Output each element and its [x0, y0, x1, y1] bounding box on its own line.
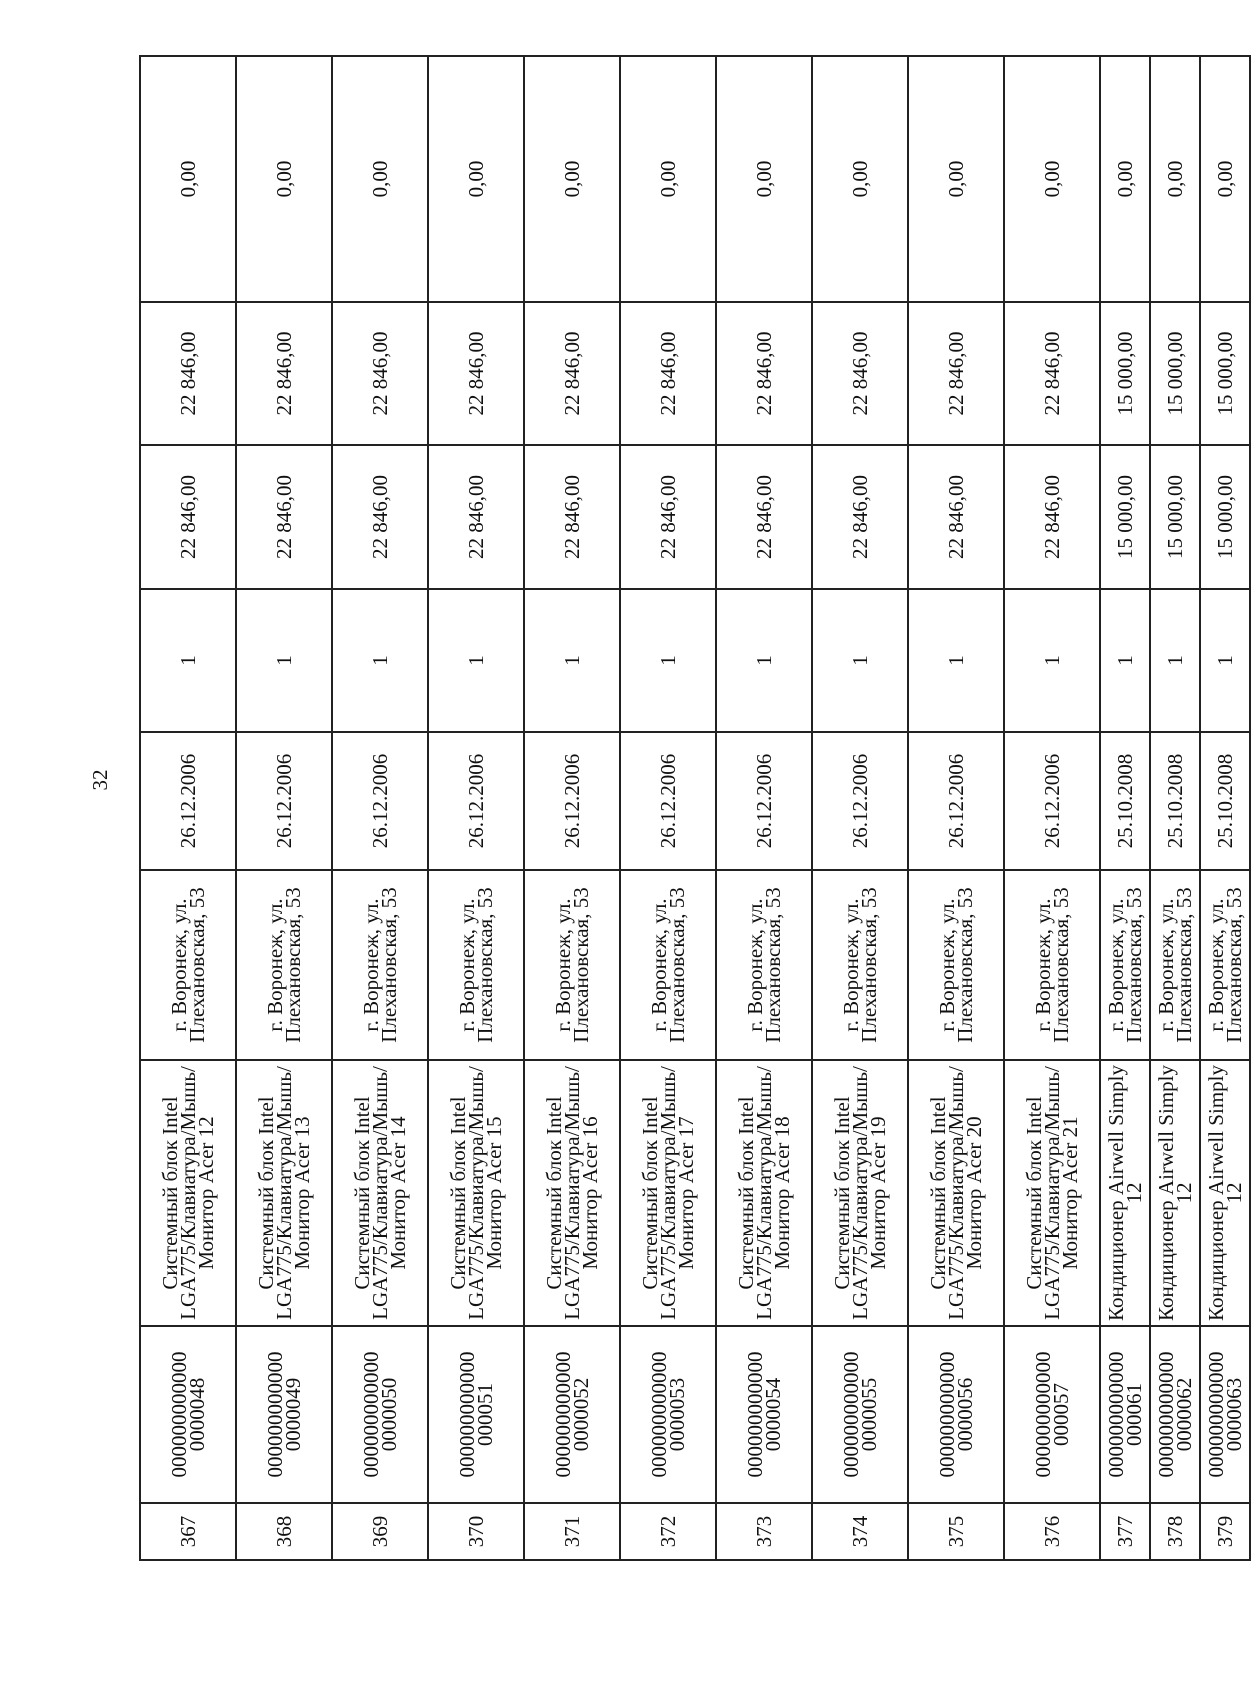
asset-name: Системный блок Intel LGA775/Клавиатура/Мышь/ Монитор Acer 13: [236, 1060, 332, 1326]
quantity: 1: [428, 589, 524, 732]
acquisition-date: 25.10.2008: [1150, 732, 1200, 870]
table-row: [812, 56, 908, 1560]
initial-cost: 22 846,00: [812, 445, 908, 589]
depreciation: 15 000,00: [1200, 302, 1250, 445]
acquisition-date: 26.12.2006: [1004, 732, 1100, 870]
row-number: 369: [332, 1503, 428, 1560]
row-number: 376: [1004, 1503, 1100, 1560]
row-number: 377: [1100, 1503, 1150, 1560]
initial-cost: 22 846,00: [1004, 445, 1100, 589]
quantity: 1: [1004, 589, 1100, 732]
table-row: [1150, 56, 1200, 1560]
initial-cost: 15 000,00: [1100, 445, 1150, 589]
row-number: 370: [428, 1503, 524, 1560]
asset-address: г. Воронеж, ул. Плехановская, 53: [1150, 870, 1200, 1060]
asset-name: Системный блок Intel LGA775/Клавиатура/Мышь/ Монитор Acer 21: [1004, 1060, 1100, 1326]
asset-name: Системный блок Intel LGA775/Клавиатура/Мышь/ Монитор Acer 17: [620, 1060, 716, 1326]
table-row: [140, 56, 236, 1560]
asset-name: Кондиционер Airwell Simply 12: [1100, 1060, 1150, 1326]
table-body: [140, 56, 1250, 1560]
inventory-code: 000000000000 000061: [1100, 1326, 1150, 1503]
inventory-code: 000000000000 0000049: [236, 1326, 332, 1503]
depreciation: 22 846,00: [140, 302, 236, 445]
initial-cost: 22 846,00: [236, 445, 332, 589]
acquisition-date: 25.10.2008: [1200, 732, 1250, 870]
asset-address: г. Воронеж, ул. Плехановская, 53: [620, 870, 716, 1060]
row-number: 378: [1150, 1503, 1200, 1560]
row-number: 373: [716, 1503, 812, 1560]
quantity: 1: [524, 589, 620, 732]
asset-name: Кондиционер Airwell Simply 12: [1150, 1060, 1200, 1326]
acquisition-date: 26.12.2006: [332, 732, 428, 870]
acquisition-date: 26.12.2006: [620, 732, 716, 870]
asset-address: г. Воронеж, ул. Плехановская, 53: [524, 870, 620, 1060]
asset-address: г. Воронеж, ул. Плехановская, 53: [1004, 870, 1100, 1060]
acquisition-date: 26.12.2006: [236, 732, 332, 870]
residual-value: 0,00: [1150, 56, 1200, 302]
table-row: [908, 56, 1004, 1560]
asset-name: Системный блок Intel LGA775/Клавиатура/Мышь/ Монитор Acer 16: [524, 1060, 620, 1326]
row-number: 371: [524, 1503, 620, 1560]
depreciation: 22 846,00: [524, 302, 620, 445]
asset-name: Системный блок Intel LGA775/Клавиатура/Мышь/ Монитор Acer 12: [140, 1060, 236, 1326]
acquisition-date: 26.12.2006: [908, 732, 1004, 870]
residual-value: 0,00: [236, 56, 332, 302]
row-number: 379: [1200, 1503, 1250, 1560]
inventory-code: 000000000000 0000055: [812, 1326, 908, 1503]
quantity: 1: [620, 589, 716, 732]
table-row: [716, 56, 812, 1560]
initial-cost: 22 846,00: [620, 445, 716, 589]
acquisition-date: 26.12.2006: [428, 732, 524, 870]
residual-value: 0,00: [1004, 56, 1100, 302]
inventory-code: 000000000000 0000050: [332, 1326, 428, 1503]
depreciation: 15 000,00: [1100, 302, 1150, 445]
initial-cost: 22 846,00: [716, 445, 812, 589]
residual-value: 0,00: [716, 56, 812, 302]
quantity: 1: [140, 589, 236, 732]
inventory-code: 000000000000 000051: [428, 1326, 524, 1503]
depreciation: 22 846,00: [716, 302, 812, 445]
acquisition-date: 26.12.2006: [716, 732, 812, 870]
row-number: 368: [236, 1503, 332, 1560]
depreciation: 22 846,00: [812, 302, 908, 445]
asset-address: г. Воронеж, ул. Плехановская, 53: [1200, 870, 1250, 1060]
asset-address: г. Воронеж, ул. Плехановская, 53: [140, 870, 236, 1060]
quantity: 1: [1200, 589, 1250, 732]
quantity: 1: [1100, 589, 1150, 732]
initial-cost: 22 846,00: [332, 445, 428, 589]
initial-cost: 22 846,00: [524, 445, 620, 589]
initial-cost: 22 846,00: [428, 445, 524, 589]
table-row: [620, 56, 716, 1560]
asset-name: Системный блок Intel LGA775/Клавиатура/Мышь/ Монитор Acer 18: [716, 1060, 812, 1326]
asset-address: г. Воронеж, ул. Плехановская, 53: [812, 870, 908, 1060]
table-row: [524, 56, 620, 1560]
depreciation: 22 846,00: [620, 302, 716, 445]
residual-value: 0,00: [908, 56, 1004, 302]
table-row: [1200, 56, 1250, 1560]
asset-address: г. Воронеж, ул. Плехановская, 53: [236, 870, 332, 1060]
page-number: 32: [88, 769, 112, 791]
residual-value: 0,00: [1100, 56, 1150, 302]
depreciation: 22 846,00: [1004, 302, 1100, 445]
asset-name: Системный блок Intel LGA775/Клавиатура/Мышь/ Монитор Acer 19: [812, 1060, 908, 1326]
asset-address: г. Воронеж, ул. Плехановская, 53: [428, 870, 524, 1060]
asset-name: Системный блок Intel LGA775/Клавиатура/Мышь/ Монитор Acer 15: [428, 1060, 524, 1326]
acquisition-date: 26.12.2006: [140, 732, 236, 870]
inventory-code: 000000000000 0000048: [140, 1326, 236, 1503]
table-row: [428, 56, 524, 1560]
row-number: 372: [620, 1503, 716, 1560]
inventory-table-container: [139, 57, 1251, 1561]
quantity: 1: [716, 589, 812, 732]
asset-name: Кондиционер Airwell Simply 12: [1200, 1060, 1250, 1326]
residual-value: 0,00: [812, 56, 908, 302]
acquisition-date: 26.12.2006: [812, 732, 908, 870]
depreciation: 22 846,00: [332, 302, 428, 445]
depreciation: 22 846,00: [428, 302, 524, 445]
asset-address: г. Воронеж, ул. Плехановская, 53: [716, 870, 812, 1060]
table-row: [236, 56, 332, 1560]
inventory-code: 000000000000 0000056: [908, 1326, 1004, 1503]
table-row: [332, 56, 428, 1560]
depreciation: 22 846,00: [908, 302, 1004, 445]
asset-address: г. Воронеж, ул. Плехановская, 53: [908, 870, 1004, 1060]
residual-value: 0,00: [428, 56, 524, 302]
depreciation: 22 846,00: [236, 302, 332, 445]
asset-name: Системный блок Intel LGA775/Клавиатура/Мышь/ Монитор Acer 14: [332, 1060, 428, 1326]
asset-address: г. Воронеж, ул. Плехановская, 53: [1100, 870, 1150, 1060]
residual-value: 0,00: [524, 56, 620, 302]
residual-value: 0,00: [140, 56, 236, 302]
asset-name: Системный блок Intel LGA775/Клавиатура/Мышь/ Монитор Acer 20: [908, 1060, 1004, 1326]
table-row: [1004, 56, 1100, 1560]
quantity: 1: [908, 589, 1004, 732]
inventory-code: 000000000000 0000062: [1150, 1326, 1200, 1503]
asset-address: г. Воронеж, ул. Плехановская, 53: [332, 870, 428, 1060]
table-row: [1100, 56, 1150, 1560]
depreciation: 15 000,00: [1150, 302, 1200, 445]
quantity: 1: [812, 589, 908, 732]
inventory-code: 000000000000 000057: [1004, 1326, 1100, 1503]
acquisition-date: 25.10.2008: [1100, 732, 1150, 870]
quantity: 1: [332, 589, 428, 732]
inventory-code: 000000000000 0000052: [524, 1326, 620, 1503]
residual-value: 0,00: [332, 56, 428, 302]
inventory-code: 000000000000 0000053: [620, 1326, 716, 1503]
initial-cost: 22 846,00: [908, 445, 1004, 589]
quantity: 1: [236, 589, 332, 732]
initial-cost: 15 000,00: [1200, 445, 1250, 589]
acquisition-date: 26.12.2006: [524, 732, 620, 870]
initial-cost: 15 000,00: [1150, 445, 1200, 589]
quantity: 1: [1150, 589, 1200, 732]
initial-cost: 22 846,00: [140, 445, 236, 589]
residual-value: 0,00: [1200, 56, 1250, 302]
inventory-code: 000000000000 0000054: [716, 1326, 812, 1503]
inventory-code: 000000000000 0000063: [1200, 1326, 1250, 1503]
row-number: 375: [908, 1503, 1004, 1560]
inventory-table: [139, 55, 1251, 1561]
row-number: 374: [812, 1503, 908, 1560]
row-number: 367: [140, 1503, 236, 1560]
residual-value: 0,00: [620, 56, 716, 302]
